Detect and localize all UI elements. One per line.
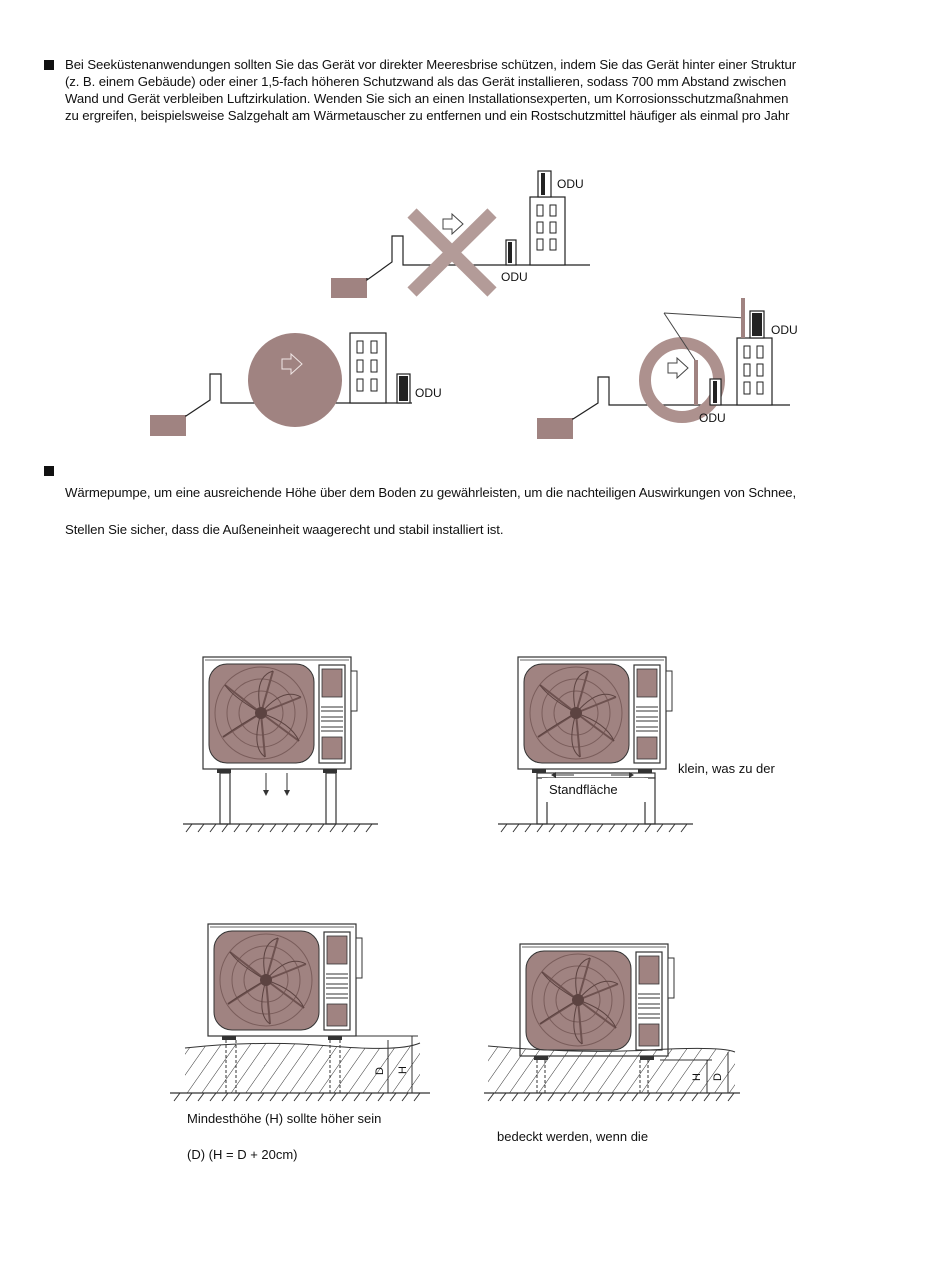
section1-line: Wand und Gerät verbleiben Luftzirkulation. Wenden Sie sich an einen Installationsexperten, um Korrosionsschutzmaßnahmen bbox=[65, 91, 789, 106]
section1-line: Bei Seeküstenanwendungen sollten Sie das Gerät vor direkter Meeresbrise schützen, indem Sie das Gerät hinter einer Struktur bbox=[65, 57, 796, 72]
scene-behind-building bbox=[150, 333, 412, 436]
wind-arrow-icon bbox=[668, 358, 688, 378]
coast-diagram bbox=[0, 160, 950, 460]
wind-arrow-icon bbox=[443, 214, 463, 234]
standflaeche-label: Standfläche bbox=[549, 782, 618, 797]
section1-line: (z. B. einem Gebäude) oder einer 1,5-fach höheren Schutzwand als das Gerät installieren, sodass 700 mm Abstand zwischen bbox=[65, 74, 787, 89]
d-dimension-label: D bbox=[711, 1073, 724, 1081]
scene-protective-wall bbox=[537, 298, 790, 439]
d-dimension-label: D bbox=[373, 1067, 386, 1075]
odu-label: ODU bbox=[501, 270, 528, 284]
h-dimension-label: H bbox=[690, 1073, 703, 1081]
mount-diagram bbox=[0, 640, 950, 1200]
odu-label: ODU bbox=[557, 177, 584, 191]
h-dimension-label: H bbox=[396, 1066, 409, 1074]
section2-line: Wärmepumpe, um eine ausreichende Höhe über dem Boden zu gewährleisten, um die nachteiligen Auswirkungen von Schnee, bbox=[65, 485, 797, 500]
odu-label: ODU bbox=[415, 386, 442, 400]
section2-line: Stellen Sie sicher, dass die Außeneinheit waagerecht und stabil installiert ist. bbox=[65, 522, 504, 537]
caption-left-line1: Mindesthöhe (H) sollte höher sein bbox=[187, 1111, 382, 1126]
section1-line: zu ergreifen, beispielsweise Salzgehalt am Wärmetauscher zu entfernen und ein Rostschutzmittel häufiger als einmal pro Jahr bbox=[65, 108, 790, 123]
unit-on-stands bbox=[183, 657, 378, 832]
bullet-marker bbox=[44, 466, 54, 476]
caption-left-line2: (D) (H = D + 20cm) bbox=[187, 1147, 298, 1162]
scene-wrong bbox=[331, 171, 590, 298]
note-right: klein, was zu der bbox=[678, 761, 775, 776]
odu-label: ODU bbox=[699, 411, 726, 425]
unit-on-platform bbox=[498, 657, 693, 832]
odu-label: ODU bbox=[771, 323, 798, 337]
unit-above-snow bbox=[170, 924, 430, 1101]
bullet-marker bbox=[44, 60, 54, 70]
caption-right: bedeckt werden, wenn die bbox=[497, 1129, 649, 1144]
